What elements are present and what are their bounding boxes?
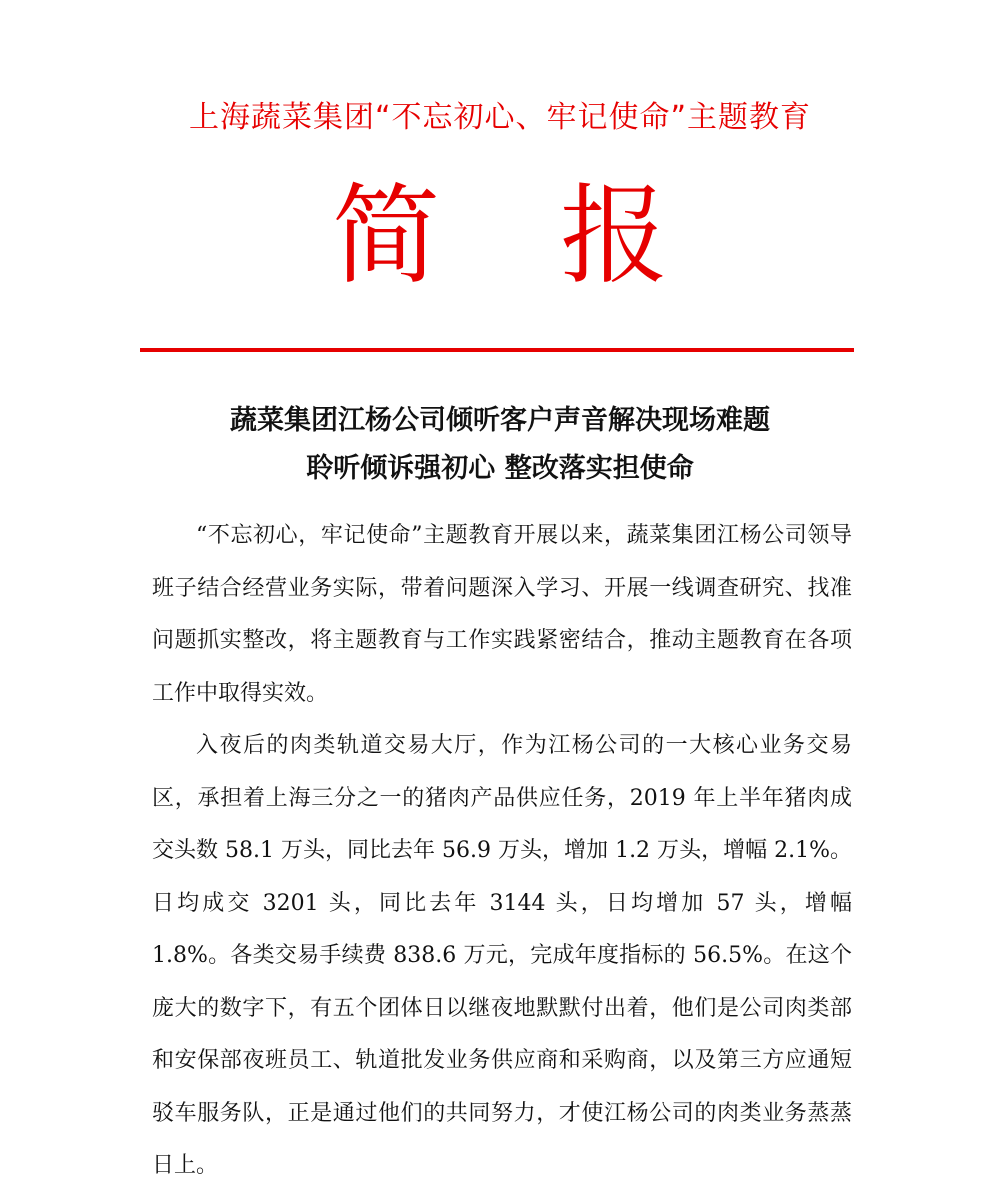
bulletin-org-heading: 上海蔬菜集团“不忘初心、牢记使命”主题教育 bbox=[188, 100, 812, 135]
article-body bbox=[152, 510, 852, 1193]
masthead-char-bao: 报 bbox=[560, 174, 669, 299]
red-divider-rule bbox=[140, 348, 854, 352]
bulletin-masthead bbox=[0, 172, 1000, 302]
article-title-line-1: 蔬菜集团江杨公司倾听客户声音解决现场难题 bbox=[230, 405, 770, 436]
body-paragraph-2: 入夜后的肉类轨道交易大厅，作为江杨公司的一大核心业务交易区，承担着上海三分之一的猪肉产品供应任务，2019 年上半年猪肉成交头数 58.1 万头，同比去年 56.9 万头，增加 1.2 万头，增幅 2.1%。日均成交 3201 头，同比去年 3144 头，日均增加 57 头，增幅 1.8%。各类交易手续费 838.6 万元，完成年度指标的 56.5%。在这个庞大的数字下，有五个团体日以继夜地默默付出着，他们是公司肉类部和安保部夜班员工、轨道批发业务供应商和采购商，以及第三方应通短驳车服务队，正是通过他们的共同努力，才使江杨公司的肉类业务蒸蒸日上。 bbox=[152, 733, 852, 1178]
masthead-char-jian: 简 bbox=[331, 174, 440, 299]
article-title-line-2: 聆听倾诉强初心 整改落实担使命 bbox=[306, 453, 694, 484]
body-paragraph-1: “不忘初心，牢记使命”主题教育开展以来，蔬菜集团江杨公司领导班子结合经营业务实际，带着问题深入学习、开展一线调查研究、找准问题抓实整改，将主题教育与工作实践紧密结合，推动主题教育在各项工作中取得实效。 bbox=[152, 523, 852, 706]
